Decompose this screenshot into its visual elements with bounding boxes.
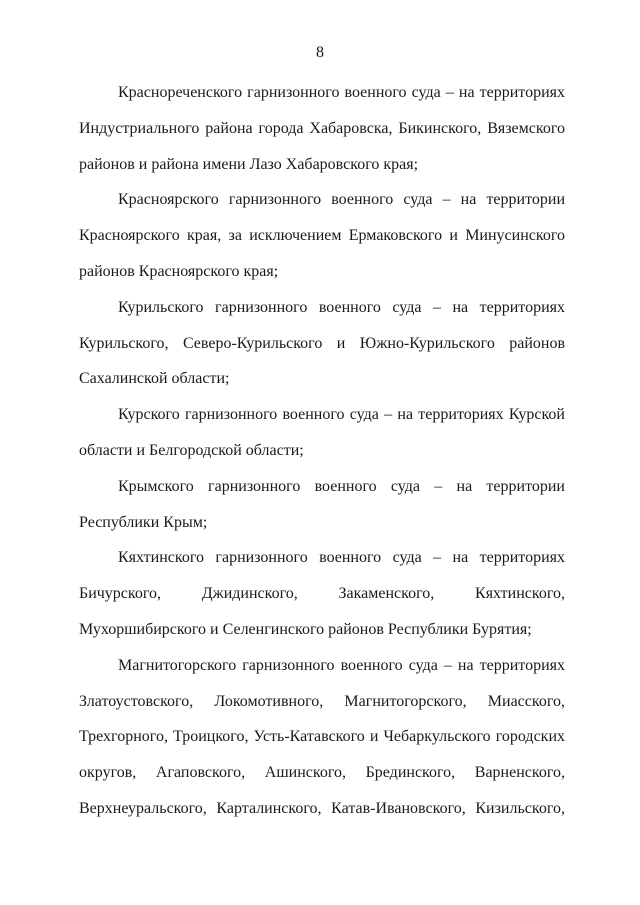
page-number: 8	[316, 44, 324, 61]
paragraph-kyakhta-court: Кяхтинского гарнизонного военного суда – на территориях Бичурского, Джидинского, Закаменского, Кяхтинского, Мухоршибирского и Селенгинского районов Республики Бурятия;	[79, 549, 565, 638]
document-body	[79, 75, 565, 827]
paragraph-krasnoyarsk-court: Красноярского гарнизонного военного суда – на территории Красноярского края, за исключением Ермаковского и Минусинского районов Красноярского края;	[79, 191, 565, 280]
paragraph-kursk-court: Курского гарнизонного военного суда – на территориях Курской области и Белгородской области;	[79, 406, 565, 459]
paragraph-krasnorechensky-court: Краснореченского гарнизонного военного суда – на территориях Индустриального района города Хабаровска, Бикинского, Вяземского районов и района имени Лазо Хабаровского края;	[79, 84, 565, 173]
paragraph-kurilsk-court: Курильского гарнизонного военного суда – на территориях Курильского, Северо-Курильского и Южно-Курильского районов Сахалинской области;	[79, 298, 565, 388]
paragraph-magnitogorsk-court: Магнитогорского гарнизонного военного суда – на территориях Златоустовского, Локомотивного, Магнитогорского, Миасского, Трехгорного, Троицкого, Усть-Катавского и Чебаркульского городских округов, Агаповского, Ашинского, Брединского, Варненского, Верхнеуральского, Карталинского, Катав-Ивановского, Кизильского,	[79, 656, 565, 817]
paragraph-crimea-court: Крымского гарнизонного военного суда – на территории Республики Крым;	[79, 477, 565, 531]
